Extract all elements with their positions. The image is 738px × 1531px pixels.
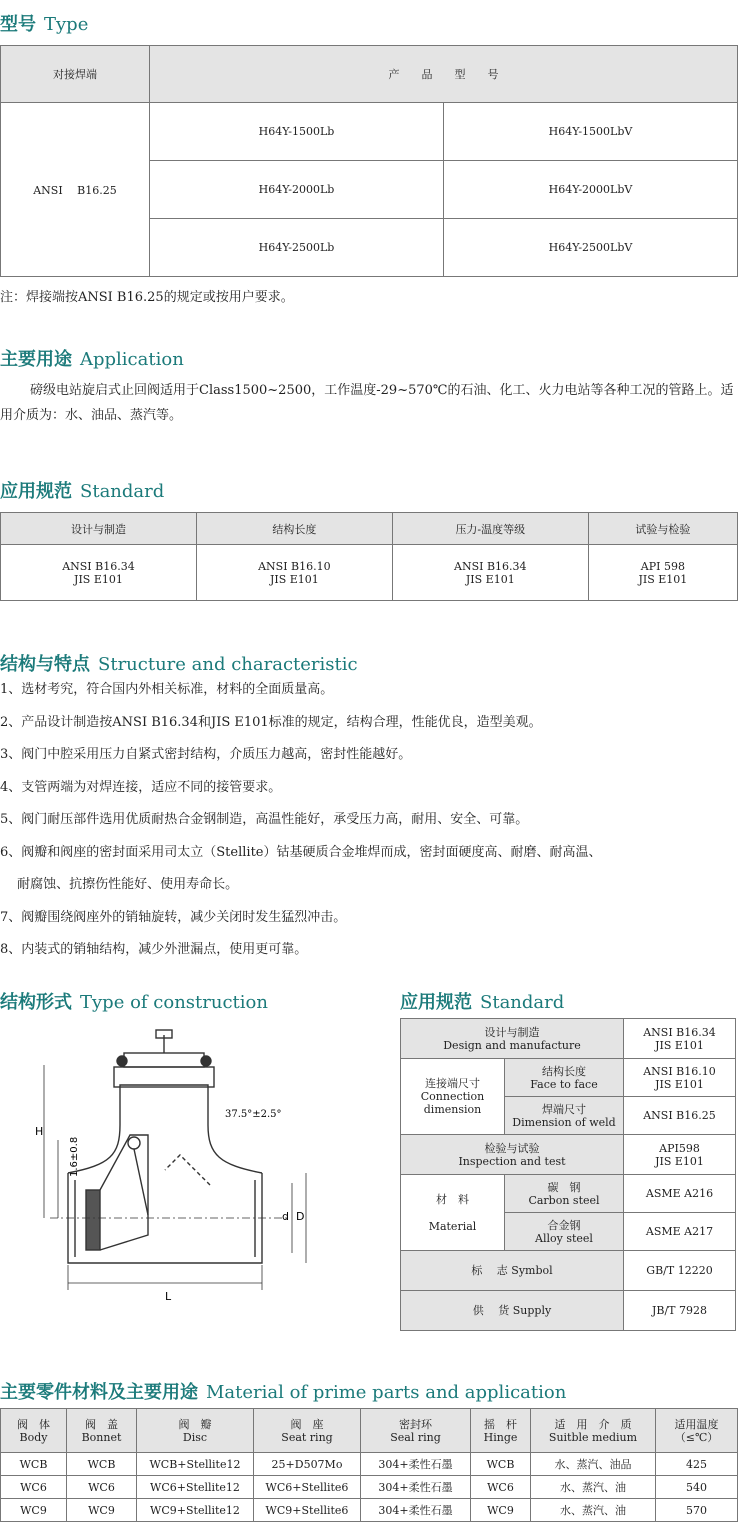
- mat-header: 阀 座 Seat ring: [254, 1409, 361, 1453]
- model-cell: H64Y-2500Lb: [150, 219, 444, 277]
- standard-value: ANSI B16.10 JIS E101: [196, 545, 392, 601]
- cell: WC9: [471, 1499, 531, 1522]
- cell: WCB: [67, 1453, 137, 1476]
- table-row: [1, 1476, 738, 1499]
- mat-header: 阀 盖 Bonnet: [67, 1409, 137, 1453]
- angle-label: 37.5°±2.5°: [225, 1109, 282, 1120]
- dim-D-label: D: [296, 1210, 305, 1223]
- construction-heading: 结构形式 Type of construction: [0, 992, 268, 1013]
- type-table: [0, 45, 738, 277]
- model-cell: H64Y-2500LbV: [444, 219, 738, 277]
- mat-header: 阀 瓣 Disc: [137, 1409, 254, 1453]
- cell: 25+D507Mo: [254, 1453, 361, 1476]
- valve-drawing: [30, 1025, 330, 1315]
- cell: WC9: [1, 1499, 67, 1522]
- cell: 304+柔性石墨: [361, 1499, 471, 1522]
- cell: WC9+Stellite12: [137, 1499, 254, 1522]
- structure-heading: 结构与特点 Structure and characteristic: [0, 654, 358, 675]
- standard-header: 设计与制造: [1, 513, 197, 545]
- mat-header: 适 用 介 质 Suitble medium: [531, 1409, 656, 1453]
- cell: 304+柔性石墨: [361, 1453, 471, 1476]
- dim-d-label: d: [282, 1210, 289, 1223]
- mat-header: 适用温度 （≤℃）: [656, 1409, 738, 1453]
- insp-cell: 检验与试验 Inspection and test: [401, 1135, 624, 1175]
- weld-value: ANSI B16.25: [624, 1097, 736, 1135]
- cell: WC6+Stellite6: [254, 1476, 361, 1499]
- standard-value: ANSI B16.34 JIS E101: [1, 545, 197, 601]
- model-cell: H64Y-1500LbV: [444, 103, 738, 161]
- type-left-value: ANSI B16.25: [1, 103, 150, 277]
- insp-value: API598 JIS E101: [624, 1135, 736, 1175]
- material-cell: 材 料 Material: [401, 1175, 505, 1251]
- design-value: ANSI B16.34 JIS E101: [624, 1019, 736, 1059]
- cell: WC6: [1, 1476, 67, 1499]
- standard-value: ANSI B16.34 JIS E101: [392, 545, 588, 601]
- standard-table: [0, 512, 738, 601]
- mat-header: 摇 杆 Hinge: [471, 1409, 531, 1453]
- cell: WC6+Stellite12: [137, 1476, 254, 1499]
- cell: 570: [656, 1499, 738, 1522]
- dim-L-label: L: [165, 1290, 172, 1303]
- cell: 304+柔性石墨: [361, 1476, 471, 1499]
- type-header-right: 产 品 型 号: [150, 46, 738, 103]
- supply-value: JB/T 7928: [624, 1291, 736, 1331]
- face-value: ANSI B16.10 JIS E101: [624, 1059, 736, 1097]
- cell: WCB: [471, 1453, 531, 1476]
- table-row: [1, 1453, 738, 1476]
- list-item: 6、阀瓣和阀座的密封面采用司太立（Stellite）钴基硬质合金堆焊而成，密封面硬度高、耐磨、耐高温、: [0, 844, 602, 860]
- cell: WCB: [1, 1453, 67, 1476]
- application-heading: 主要用途 Application: [0, 349, 184, 370]
- cell: 水、蒸汽、油: [531, 1476, 656, 1499]
- type-header-left: 对接焊端: [1, 46, 150, 103]
- type-heading: 型号 Type: [0, 14, 89, 35]
- standard-header: 压力-温度等级: [392, 513, 588, 545]
- cell: 水、蒸汽、油: [531, 1499, 656, 1522]
- list-item: 1、选材考究，符合国内外相关标准，材料的全面质量高。: [0, 682, 334, 697]
- model-cell: H64Y-2000LbV: [444, 161, 738, 219]
- cell: 540: [656, 1476, 738, 1499]
- weld-cell: 焊端尺寸 Dimension of weld: [505, 1097, 624, 1135]
- standard-value: API 598 JIS E101: [588, 545, 737, 601]
- application-text: 磅级电站旋启式止回阀适用于Class1500~2500，工作温度-29~570℃的石油、化工、火力电站等各种工况的管路上。适用介质为：水、油品、蒸汽等。: [0, 383, 734, 423]
- symbol-cell: 标 志 Symbol: [401, 1251, 624, 1291]
- conn-cell: 连接端尺寸 Connection dimension: [401, 1059, 505, 1135]
- symbol-value: GB/T 12220: [624, 1251, 736, 1291]
- dim-tol-label: 1.6±0.8: [69, 1136, 80, 1177]
- supply-cell: 供 货 Supply: [401, 1291, 624, 1331]
- face-cell: 结构长度 Face to face: [505, 1059, 624, 1097]
- alloy-value: ASME A217: [624, 1213, 736, 1251]
- carbon-value: ASME A216: [624, 1175, 736, 1213]
- list-item: 3、阀门中腔采用压力自紧式密封结构，介质压力越高，密封性能越好。: [0, 747, 412, 762]
- standard-header: 试验与检验: [588, 513, 737, 545]
- mat-header: 密封环 Seal ring: [361, 1409, 471, 1453]
- list-item: 8、内装式的销轴结构，减少外泄漏点，使用更可靠。: [0, 942, 308, 957]
- model-cell: H64Y-1500Lb: [150, 103, 444, 161]
- list-item: 耐腐蚀、抗擦伤性能好、使用寿命长。: [0, 877, 239, 892]
- list-item: 7、阀瓣围绕阀座外的销轴旋转，减少关闭时发生猛烈冲击。: [0, 909, 347, 925]
- cell: WC9: [67, 1499, 137, 1522]
- dim-H-label: H: [35, 1125, 44, 1138]
- standard-header: 结构长度: [196, 513, 392, 545]
- alloy-cell: 合金钢 Alloy steel: [505, 1213, 624, 1251]
- cell: WC6: [67, 1476, 137, 1499]
- cell: WCB+Stellite12: [137, 1453, 254, 1476]
- list-item: 5、阀门耐压部件选用优质耐热合金钢制造，高温性能好，承受压力高，耐用、安全、可靠。: [0, 812, 529, 827]
- mat-header: 阀 体 Body: [1, 1409, 67, 1453]
- type-note: 注：焊接端按ANSI B16.25的规定或按用户要求。: [0, 290, 294, 305]
- carbon-cell: 碳 钢 Carbon steel: [505, 1175, 624, 1213]
- materials-table: [0, 1408, 738, 1522]
- design-cell: 设计与制造 Design and manufacture: [401, 1019, 624, 1059]
- model-cell: H64Y-2000Lb: [150, 161, 444, 219]
- list-item: 4、支管两端为对焊连接，适应不同的接管要求。: [0, 779, 282, 795]
- cell: 425: [656, 1453, 738, 1476]
- standard2-table: [400, 1018, 736, 1331]
- standard-heading: 应用规范 Standard: [0, 481, 165, 502]
- cell: 水、蒸汽、油品: [531, 1453, 656, 1476]
- structure-list: [0, 674, 602, 967]
- cell: WC9+Stellite6: [254, 1499, 361, 1522]
- cell: WC6: [471, 1476, 531, 1499]
- standard2-heading: 应用规范 Standard: [400, 992, 565, 1013]
- materials-heading: 主要零件材料及主要用途 Material of prime parts and application: [0, 1382, 567, 1403]
- table-row: [1, 1499, 738, 1522]
- list-item: 2、产品设计制造按ANSI B16.34和JIS E101标准的规定，结构合理，性能优良，造型美观。: [0, 714, 542, 730]
